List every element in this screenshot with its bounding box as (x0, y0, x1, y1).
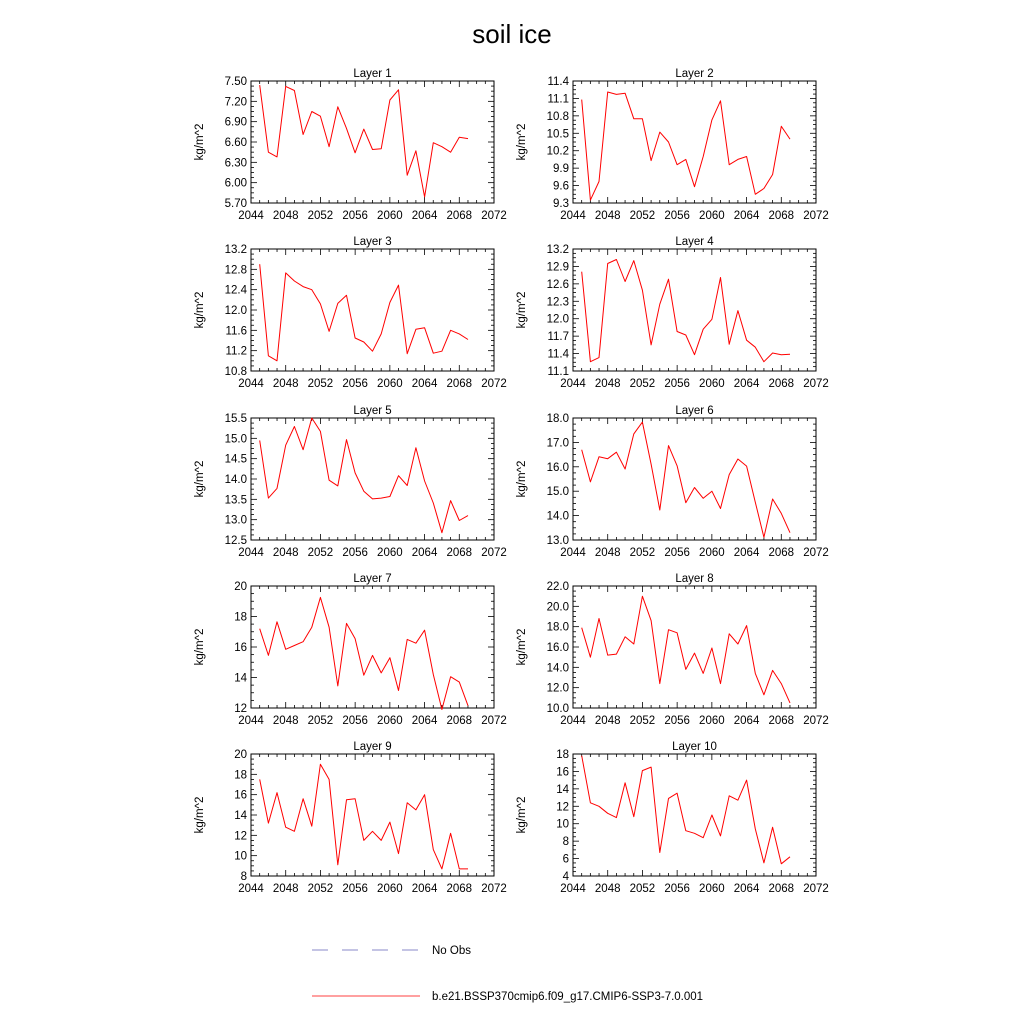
y-tick-label: 8 (240, 871, 247, 883)
x-tick-label: 2044 (560, 547, 586, 559)
x-tick-label: 2064 (411, 547, 438, 559)
legend-no-obs-label: No Obs (432, 945, 471, 957)
x-tick-label: 2052 (629, 547, 656, 559)
y-tick-label: 10.0 (546, 703, 569, 715)
x-tick-label: 2056 (664, 715, 690, 727)
y-tick-label: 11.4 (547, 348, 569, 361)
y-axis-label: kg/m^2 (194, 796, 206, 834)
x-tick-label: 2048 (594, 883, 621, 895)
x-tick-label: 2072 (481, 547, 507, 559)
y-axis-label: kg/m^2 (194, 460, 206, 498)
y-tick-label: 6.90 (224, 116, 247, 129)
y-axis-label: kg/m^2 (194, 291, 206, 329)
chart-layer-10 (516, 741, 829, 895)
x-tick-label: 2068 (768, 378, 795, 390)
x-tick-label: 2052 (307, 883, 334, 895)
y-tick-label: 16 (234, 789, 247, 802)
panel-title: Layer 7 (353, 573, 392, 585)
y-tick-label: 12.0 (546, 682, 569, 695)
x-tick-label: 2048 (272, 547, 299, 559)
series-line-model (260, 597, 468, 709)
y-tick-label: 14 (234, 672, 247, 685)
plot-frame (251, 754, 494, 876)
x-tick-label: 2052 (307, 210, 334, 222)
y-tick-label: 14.0 (546, 662, 569, 675)
chart-layer-7 (194, 573, 507, 727)
x-tick-label: 2052 (629, 883, 656, 895)
panel-title: Layer 9 (353, 741, 392, 753)
legend (312, 945, 703, 1003)
plot-frame (573, 249, 816, 371)
x-tick-label: 2064 (733, 378, 760, 390)
y-axis-label: kg/m^2 (194, 628, 206, 666)
x-tick-label: 2072 (803, 210, 829, 222)
x-tick-label: 2060 (377, 715, 403, 727)
x-tick-label: 2068 (446, 883, 473, 895)
panel-title: Layer 8 (675, 573, 714, 585)
x-tick-label: 2064 (733, 547, 760, 559)
x-tick-label: 2060 (699, 547, 725, 559)
chart-layer-9 (194, 741, 507, 895)
y-tick-label: 11.6 (225, 325, 247, 338)
y-tick-label: 14 (234, 810, 247, 822)
x-tick-label: 2068 (768, 883, 795, 895)
x-tick-label: 2048 (594, 715, 621, 727)
y-tick-label: 15.5 (224, 413, 247, 425)
x-tick-label: 2064 (733, 210, 760, 222)
x-tick-label: 2072 (481, 883, 507, 895)
y-axis-label: kg/m^2 (516, 291, 528, 329)
x-tick-label: 2072 (803, 715, 829, 727)
y-tick-label: 14.5 (224, 453, 247, 466)
y-tick-label: 11.4 (547, 76, 569, 88)
y-tick-label: 12 (234, 830, 247, 843)
y-tick-label: 10.5 (546, 128, 569, 141)
y-tick-label: 9.3 (553, 198, 569, 210)
x-tick-label: 2072 (481, 715, 507, 727)
plot-frame (573, 586, 816, 708)
y-tick-label: 12 (234, 703, 247, 715)
y-tick-label: 20 (234, 749, 247, 761)
y-axis-label: kg/m^2 (516, 796, 528, 834)
plot-frame (573, 418, 816, 540)
x-tick-label: 2048 (272, 210, 299, 222)
x-tick-label: 2068 (446, 715, 473, 727)
x-tick-label: 2064 (733, 715, 760, 727)
x-tick-label: 2044 (560, 715, 586, 727)
y-tick-label: 11.7 (547, 331, 569, 344)
x-tick-label: 2068 (446, 547, 473, 559)
y-tick-label: 14.0 (224, 474, 247, 486)
x-tick-label: 2056 (664, 547, 690, 559)
y-axis-label: kg/m^2 (516, 460, 528, 498)
plot-frame (251, 81, 494, 203)
chart-layer-4 (516, 236, 829, 390)
x-tick-label: 2072 (481, 378, 507, 390)
y-tick-label: 12.6 (546, 278, 569, 291)
y-tick-label: 14.0 (546, 510, 569, 523)
chart-layer-8 (516, 573, 829, 727)
x-tick-label: 2056 (342, 210, 368, 222)
y-axis-label: kg/m^2 (516, 628, 528, 666)
x-tick-label: 2048 (594, 547, 621, 559)
series-line-model (260, 418, 468, 533)
series-line-model (582, 422, 790, 537)
x-tick-label: 2072 (481, 210, 507, 222)
y-tick-label: 12.0 (224, 305, 247, 317)
y-tick-label: 22.0 (546, 581, 569, 593)
x-tick-label: 2068 (768, 547, 795, 559)
y-tick-label: 18 (234, 769, 247, 782)
x-tick-label: 2044 (238, 547, 264, 559)
x-tick-label: 2048 (594, 210, 621, 222)
panel-title: Layer 3 (353, 236, 392, 248)
y-tick-label: 7.50 (224, 76, 247, 88)
x-tick-label: 2052 (307, 715, 334, 727)
x-tick-label: 2044 (560, 883, 586, 895)
chart-layer-3 (194, 236, 507, 390)
x-tick-label: 2044 (238, 715, 264, 727)
x-tick-label: 2060 (699, 883, 725, 895)
x-tick-label: 2056 (664, 378, 690, 390)
x-tick-label: 2060 (699, 210, 725, 222)
x-tick-label: 2052 (629, 210, 656, 222)
x-tick-label: 2072 (803, 378, 829, 390)
x-tick-label: 2052 (307, 378, 334, 390)
y-tick-label: 16 (234, 642, 247, 654)
y-tick-label: 4 (562, 871, 569, 883)
y-tick-label: 13.0 (546, 535, 569, 547)
y-tick-label: 16.0 (546, 461, 569, 474)
x-tick-label: 2064 (733, 883, 760, 895)
x-tick-label: 2052 (629, 715, 656, 727)
y-tick-label: 9.6 (553, 180, 569, 193)
x-tick-label: 2064 (411, 210, 438, 222)
plot-frame (251, 586, 494, 708)
y-tick-label: 18 (234, 611, 247, 624)
plot-frame (251, 249, 494, 371)
y-tick-label: 11.1 (547, 93, 569, 106)
chart-layer-6 (516, 405, 829, 559)
y-tick-label: 15.0 (224, 433, 247, 446)
y-tick-label: 11.2 (225, 345, 247, 358)
y-tick-label: 10 (234, 850, 247, 863)
series-line-model (582, 260, 790, 362)
x-tick-label: 2068 (768, 715, 795, 727)
y-tick-label: 12.9 (546, 261, 569, 274)
y-tick-label: 12.5 (224, 535, 247, 547)
panel-title: Layer 4 (675, 236, 714, 248)
x-tick-label: 2064 (411, 715, 438, 727)
plot-frame (251, 418, 494, 540)
series-line-model (582, 756, 790, 864)
series-line-model (260, 264, 468, 361)
x-tick-label: 2060 (699, 715, 725, 727)
x-tick-label: 2068 (768, 210, 795, 222)
y-tick-label: 20.0 (546, 601, 569, 614)
x-tick-label: 2064 (411, 883, 438, 895)
panel-title: Layer 6 (675, 405, 714, 417)
panel-title: Layer 1 (353, 68, 392, 80)
series-line-model (260, 764, 468, 869)
y-tick-label: 13.2 (224, 244, 247, 256)
chart-layer-1 (194, 68, 507, 222)
y-tick-label: 13.0 (224, 514, 247, 527)
x-tick-label: 2064 (411, 378, 438, 390)
x-tick-label: 2048 (594, 378, 621, 390)
x-tick-label: 2056 (664, 210, 690, 222)
x-tick-label: 2060 (377, 883, 403, 895)
figure-title: soil ice (472, 19, 552, 49)
y-tick-label: 13.2 (546, 244, 569, 256)
y-tick-label: 17.0 (546, 437, 569, 450)
y-tick-label: 18.0 (546, 413, 569, 425)
y-tick-label: 6.30 (224, 157, 247, 170)
y-tick-label: 6.60 (224, 137, 247, 149)
legend-model-label: b.e21.BSSP370cmip6.f09_g17.CMIP6-SSP3-7.0.001 (432, 991, 704, 1003)
x-tick-label: 2048 (272, 378, 299, 390)
y-tick-label: 11.1 (547, 366, 569, 378)
x-tick-label: 2052 (629, 378, 656, 390)
y-tick-label: 20 (234, 581, 247, 593)
y-tick-label: 12 (556, 801, 569, 814)
x-tick-label: 2044 (238, 378, 264, 390)
chart-layer-2 (516, 68, 829, 222)
y-tick-label: 5.70 (224, 198, 247, 210)
y-tick-label: 16.0 (546, 642, 569, 654)
panel-title: Layer 5 (353, 405, 392, 417)
y-tick-label: 7.20 (224, 96, 247, 109)
x-tick-label: 2052 (307, 547, 334, 559)
panels (194, 68, 829, 895)
chart-layer-5 (194, 405, 507, 559)
x-tick-label: 2056 (664, 883, 690, 895)
plot-frame (573, 81, 816, 203)
x-tick-label: 2056 (342, 378, 368, 390)
x-tick-label: 2048 (272, 883, 299, 895)
y-tick-label: 18.0 (546, 621, 569, 634)
y-tick-label: 12.8 (224, 264, 247, 277)
x-tick-label: 2060 (377, 547, 403, 559)
y-tick-label: 18 (556, 749, 569, 761)
y-axis-label: kg/m^2 (194, 123, 206, 161)
y-tick-label: 8 (562, 836, 569, 849)
y-tick-label: 9.9 (553, 163, 569, 176)
y-tick-label: 10.8 (546, 110, 569, 123)
x-tick-label: 2056 (342, 883, 368, 895)
x-tick-label: 2060 (377, 210, 403, 222)
y-axis-label: kg/m^2 (516, 123, 528, 161)
x-tick-label: 2068 (446, 210, 473, 222)
x-tick-label: 2068 (446, 378, 473, 390)
y-tick-label: 12.4 (224, 284, 247, 297)
x-tick-label: 2060 (377, 378, 403, 390)
x-tick-label: 2048 (272, 715, 299, 727)
x-tick-label: 2072 (803, 547, 829, 559)
y-tick-label: 6.00 (224, 177, 247, 190)
y-tick-label: 12.0 (546, 313, 569, 326)
series-line-model (260, 85, 468, 197)
y-tick-label: 14 (556, 783, 569, 796)
series-line-model (582, 92, 790, 200)
x-tick-label: 2060 (699, 378, 725, 390)
series-line-model (582, 596, 790, 703)
x-tick-label: 2056 (342, 547, 368, 559)
x-tick-label: 2056 (342, 715, 368, 727)
x-tick-label: 2044 (238, 210, 264, 222)
x-tick-label: 2044 (560, 210, 586, 222)
y-tick-label: 13.5 (224, 494, 247, 507)
panel-title: Layer 10 (672, 741, 717, 753)
y-tick-label: 15.0 (546, 486, 569, 499)
y-tick-label: 10 (556, 818, 569, 831)
x-tick-label: 2072 (803, 883, 829, 895)
y-tick-label: 10.2 (546, 145, 569, 158)
y-tick-label: 12.3 (546, 296, 569, 309)
x-tick-label: 2044 (238, 883, 264, 895)
y-tick-label: 16 (556, 766, 569, 779)
panel-title: Layer 2 (675, 68, 714, 80)
y-tick-label: 10.8 (224, 366, 247, 378)
y-tick-label: 6 (562, 853, 569, 866)
x-tick-label: 2044 (560, 378, 586, 390)
